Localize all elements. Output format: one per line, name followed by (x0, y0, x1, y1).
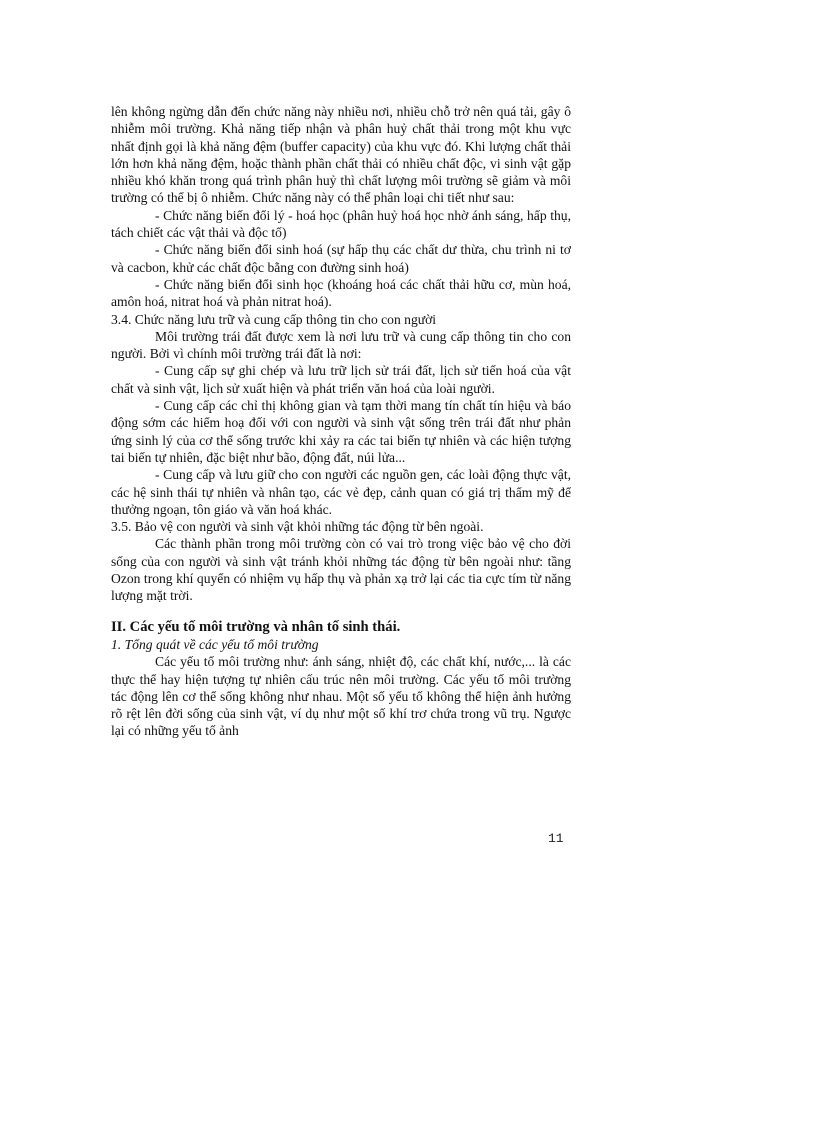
page-number: 11 (548, 831, 564, 846)
paragraph-information-storage: Môi trường trái đất được xem là nơi lưu trữ và cung cấp thông tin cho con người. Bởi vì chính môi trường trái đất là nơi: (111, 328, 571, 362)
list-item-history-record: - Cung cấp sự ghi chép và lưu trữ lịch sử trái đất, lịch sử tiến hoá của vật chất và sinh vật, lịch sử xuất hiện và phát triển văn hoá của loài người. (111, 363, 571, 396)
section-heading: II. Các yếu tố môi trường và nhân tố sinh thái. (111, 618, 401, 635)
subsection-3-4-title: 3.4. Chức năng lưu trữ và cung cấp thông tin cho con người (111, 311, 437, 327)
list-item-biological: - Chức năng biến đổi sinh học (khoáng hoá các chất thải hữu cơ, mùn hoá, amôn hoá, nitrat hoá và phản nitrat hoá). (111, 276, 571, 310)
subsection-heading: 1. Tổng quát về các yếu tố môi trường (111, 636, 319, 652)
subsection-3-5-title: 3.5. Bảo vệ con người và sinh vật khỏi những tác động từ bên ngoài. (111, 519, 484, 535)
document-page (111, 103, 571, 740)
paragraph-environment-factors: Các yếu tố môi trường như: ánh sáng, nhiệt độ, các chất khí, nước,... là các thực thể hay hiện tượng tự nhiên cấu trúc nên môi trường. Các yếu tố môi trường tác động lên cơ thể sống không như nhau. Một số yếu tố không thể hiện ảnh hưởng rõ rệt lên đời sống của sinh vật, ví dụ như một số khí trơ chứa trong vũ trụ. Ngược lại có những yếu tố ảnh (111, 654, 571, 739)
list-item-early-warning: - Cung cấp các chỉ thị không gian và tạm thời mang tín chất tín hiệu và báo động sớm các hiểm hoạ đối với con người và sinh vật sống trên trái đất như phản ứng sinh lý của cơ thể sống trước khi xảy ra các tai biến tự nhiên và các hiện tượng tai biến tự nhiên, đặc biệt như bão, động đất, núi lửa... (111, 398, 571, 465)
paragraph-protection: Các thành phần trong môi trường còn có vai trò trong việc bảo vệ cho đời sống của con người và sinh vật tránh khỏi những tác động từ bên ngoài như: tầng Ozon trong khí quyển có nhiệm vụ hấp thụ và phản xạ trở lại các tia cực tím từ năng lượng mặt trời. (111, 536, 571, 604)
paragraph-buffer-capacity: lên không ngừng dẫn đến chức năng này nhiều nơi, nhiều chỗ trở nên quá tải, gây ô nhiễm môi trường. Khả năng tiếp nhận và phân huỷ chất thải trong một khu vực nhất định gọi là khả năng đệm (buffer capacity) của khu vực đó. Khi lượng chất thải lớn hơn khả năng đệm, hoặc thành phần chất thải có nhiều chất độc, vi sinh vật gặp nhiều khó khăn trong quá trình phân huỷ thì chất lượng môi trường sẽ giảm và môi trường có thể bị ô nhiễm. Chức năng này có thể phân loại chi tiết như sau: (111, 104, 571, 206)
list-item-biochemical: - Chức năng biến đổi sinh hoá (sự hấp thụ các chất dư thừa, chu trình ni tơ và cacbon, khử các chất độc bằng con đường sinh hoá) (111, 242, 571, 275)
list-item-physico-chemical: - Chức năng biến đổi lý - hoá học (phân huỷ hoá học nhờ ánh sáng, hấp thụ, tách chiết các vật thải và độc tố) (111, 207, 571, 241)
list-item-gene-resources: - Cung cấp và lưu giữ cho con người các nguồn gen, các loài động thực vật, các hệ sinh thái tự nhiên và nhân tạo, các vẻ đẹp, cảnh quan có giá trị thẩm mỹ để thưởng ngoạn, tôn giáo và văn hoá khác. (111, 467, 571, 517)
